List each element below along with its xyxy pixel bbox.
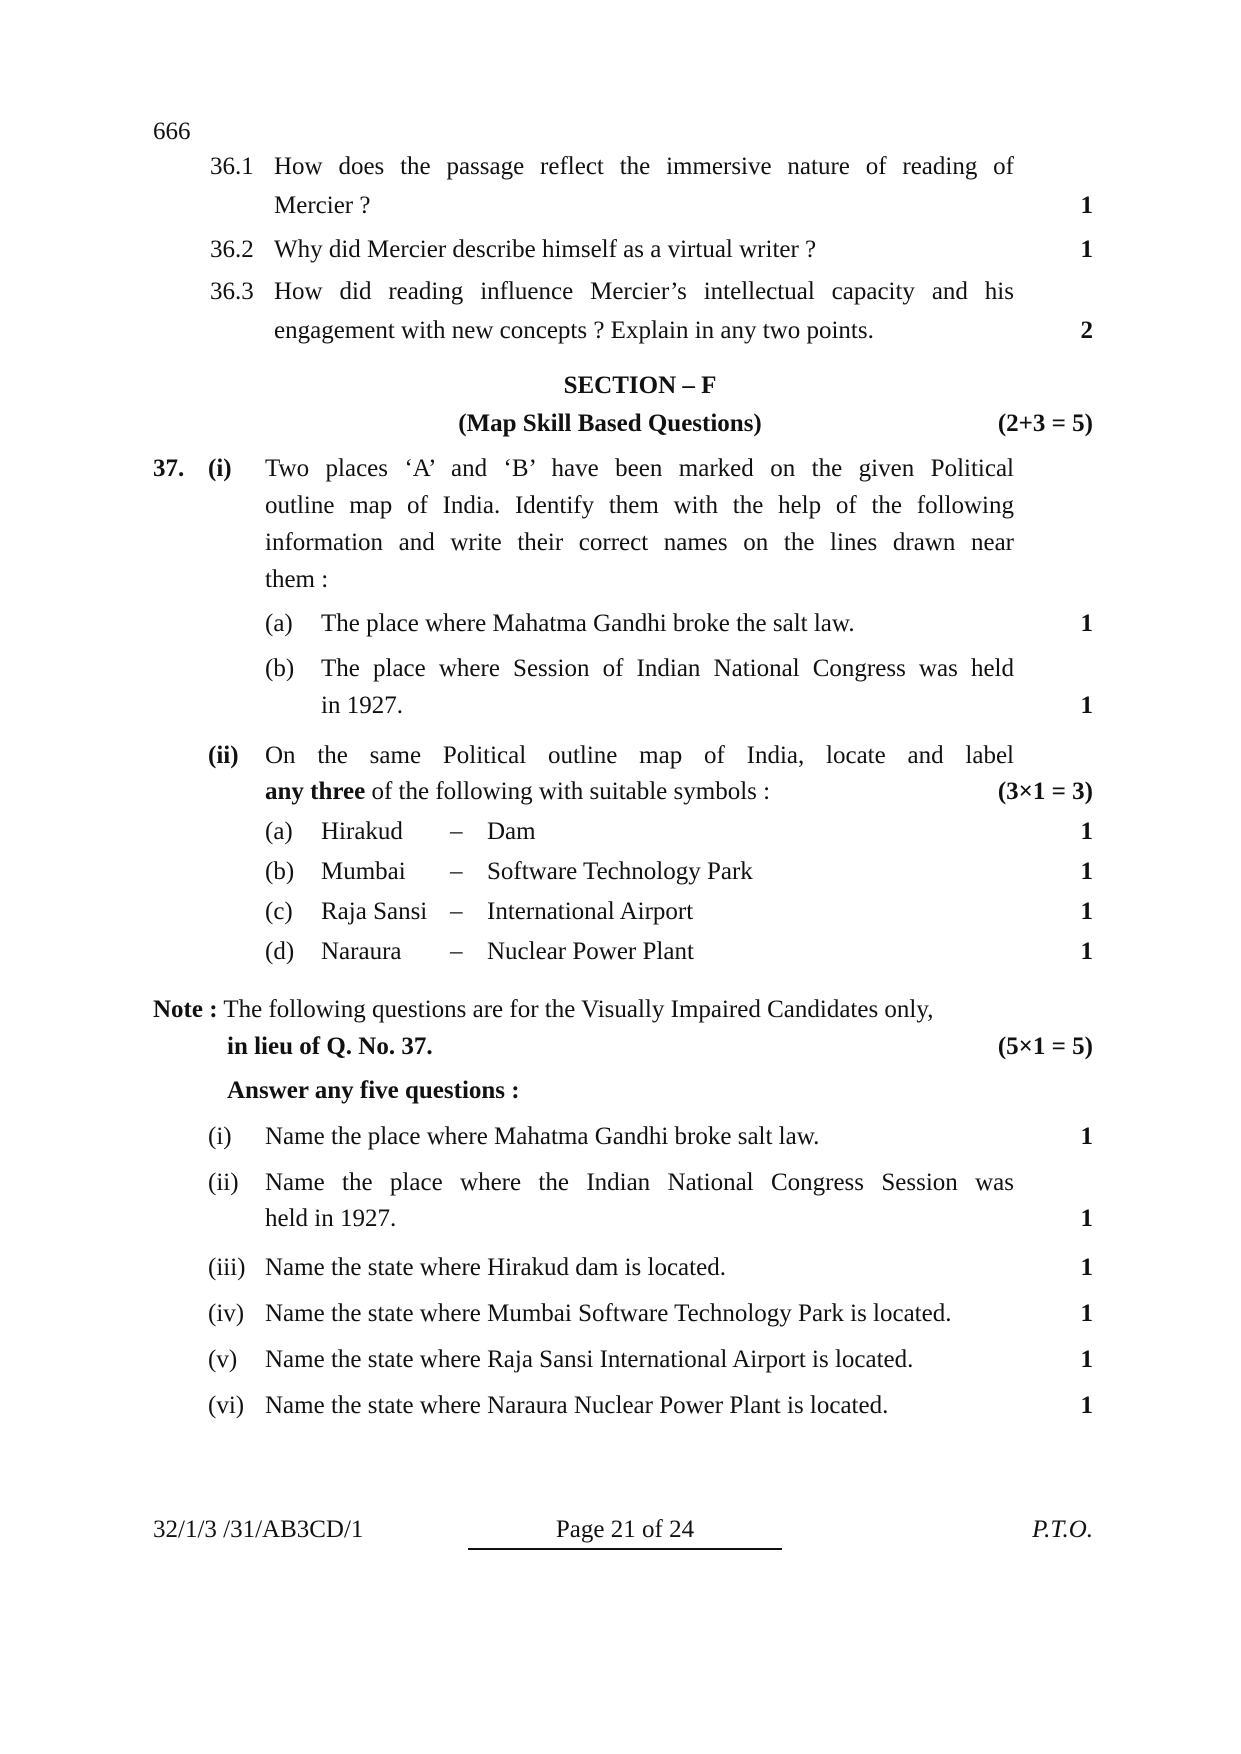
vi-q-iv-marks: 1 xyxy=(1080,1300,1093,1327)
q37-ii-b-marks: 1 xyxy=(1080,858,1093,885)
q37-ii-a-label: (a) xyxy=(265,818,293,845)
q37-part-ii-label: (ii) xyxy=(208,742,239,769)
q36-3-text-line1: How did reading influence Mercier’s intellectual capacity and his xyxy=(274,278,1014,305)
footer-pto: P.T.O. xyxy=(1032,1516,1093,1543)
q37-part-i-line4: them : xyxy=(265,566,329,593)
q37-part-ii-marks: (3×1 = 3) xyxy=(997,778,1093,805)
q37-ii-a-desc: Dam xyxy=(487,818,536,845)
q36-1-text-line1: How does the passage reflect the immersive nature of reading of xyxy=(274,153,1014,180)
vi-q-ii-label: (ii) xyxy=(208,1169,239,1196)
q36-3-text-line2: engagement with new concepts ? Explain in any two points. xyxy=(274,317,874,344)
q37-part-i-label: (i) xyxy=(208,455,232,482)
vi-q-i-label: (i) xyxy=(208,1123,232,1150)
q37-part-i-line1: Two places ‘A’ and ‘B’ have been marked on the given Political xyxy=(265,455,1014,482)
q36-1-number: 36.1 xyxy=(210,153,254,180)
q37-i-a-marks: 1 xyxy=(1080,610,1093,637)
footer-paper-code: 32/1/3 /31/AB3CD/1 xyxy=(153,1516,364,1543)
vi-q-v-label: (v) xyxy=(208,1346,238,1373)
q37-ii-d-label: (d) xyxy=(265,938,295,965)
vi-q-ii-text-line1: Name the place where the Indian National Congress Session was xyxy=(265,1169,1014,1196)
q36-1-marks: 1 xyxy=(1080,192,1093,219)
q37-ii-c-desc: International Airport xyxy=(487,898,694,925)
q36-2-marks: 1 xyxy=(1080,236,1093,263)
vi-q-vi-text: Name the state where Naraura Nuclear Power Plant is located. xyxy=(265,1392,889,1419)
note-instruction: Answer any five questions : xyxy=(227,1077,520,1104)
note-label: Note : xyxy=(153,996,218,1023)
q36-3-marks: 2 xyxy=(1080,317,1093,344)
q37-ii-a-place: Hirakud xyxy=(321,818,403,845)
q36-1-text-line2: Mercier ? xyxy=(274,192,371,219)
vi-q-iii-marks: 1 xyxy=(1080,1254,1093,1281)
q37-i-b-text-line2: in 1927. xyxy=(321,692,403,719)
q37-ii-c-place: Raja Sansi xyxy=(321,898,428,925)
q37-ii-d-place: Naraura xyxy=(321,938,402,965)
q37-part-ii-emphasis: any three xyxy=(265,778,366,805)
vi-q-ii-text-line2: held in 1927. xyxy=(265,1205,397,1232)
vi-q-iv-text: Name the state where Mumbai Software Technology Park is located. xyxy=(265,1300,952,1327)
q37-ii-b-place: Mumbai xyxy=(321,858,406,885)
vi-q-iii-label: (iii) xyxy=(208,1254,246,1281)
vi-q-i-marks: 1 xyxy=(1080,1123,1093,1150)
q37-i-a-text: The place where Mahatma Gandhi broke the salt law. xyxy=(321,610,855,637)
footer-page-number: Page 21 of 24 xyxy=(555,1516,695,1543)
q37-ii-d-desc: Nuclear Power Plant xyxy=(487,938,694,965)
note-line2: in lieu of Q. No. 37. xyxy=(227,1033,433,1060)
q37-part-i-line3: information and write their correct names on the lines drawn near xyxy=(265,529,1014,556)
q37-ii-a-dash: – xyxy=(450,818,463,845)
footer-page-underline xyxy=(468,1548,782,1550)
vi-q-v-marks: 1 xyxy=(1080,1346,1093,1373)
vi-q-iv-label: (iv) xyxy=(208,1300,245,1327)
q37-i-a-label: (a) xyxy=(265,610,293,637)
vi-q-i-text: Name the place where Mahatma Gandhi broke salt law. xyxy=(265,1123,820,1150)
q37-i-b-marks: 1 xyxy=(1080,692,1093,719)
q36-3-number: 36.3 xyxy=(210,278,254,305)
q37-ii-d-marks: 1 xyxy=(1080,938,1093,965)
section-subtitle: (Map Skill Based Questions) xyxy=(458,410,762,437)
q37-part-ii-line2-rest: of the following with suitable symbols : xyxy=(365,778,771,805)
q37-i-b-label: (b) xyxy=(265,655,295,682)
q37-part-ii-line2 xyxy=(265,778,770,806)
note-text: The following questions are for the Visually Impaired Candidates only, xyxy=(217,996,934,1023)
note-marks: (5×1 = 5) xyxy=(997,1033,1093,1060)
note-line1 xyxy=(153,996,934,1024)
vi-q-v-text: Name the state where Raja Sansi International Airport is located. xyxy=(265,1346,914,1373)
vi-q-ii-marks: 1 xyxy=(1080,1205,1093,1232)
q37-part-ii-line1: On the same Political outline map of India, locate and label xyxy=(265,742,1014,769)
section-title: SECTION – F xyxy=(563,372,717,399)
q37-part-i-line2: outline map of India. Identify them with the help of the following xyxy=(265,492,1014,519)
q37-ii-d-dash: – xyxy=(450,938,463,965)
vi-q-vi-marks: 1 xyxy=(1080,1392,1093,1419)
section-marks: (2+3 = 5) xyxy=(997,410,1093,437)
q37-ii-c-dash: – xyxy=(450,898,463,925)
q37-ii-b-label: (b) xyxy=(265,858,295,885)
q37-ii-a-marks: 1 xyxy=(1080,818,1093,845)
q37-ii-c-marks: 1 xyxy=(1080,898,1093,925)
page-number-top: 666 xyxy=(153,118,191,145)
q37-i-b-text-line1: The place where Session of Indian National Congress was held xyxy=(321,655,1014,682)
q36-2-number: 36.2 xyxy=(210,236,254,263)
q37-ii-c-label: (c) xyxy=(265,898,293,925)
vi-q-iii-text: Name the state where Hirakud dam is located. xyxy=(265,1254,726,1281)
q37-ii-b-dash: – xyxy=(450,858,463,885)
q37-number: 37. xyxy=(153,455,185,482)
vi-q-vi-label: (vi) xyxy=(208,1392,245,1419)
q36-2-text: Why did Mercier describe himself as a virtual writer ? xyxy=(274,236,817,263)
q37-ii-b-desc: Software Technology Park xyxy=(487,858,753,885)
